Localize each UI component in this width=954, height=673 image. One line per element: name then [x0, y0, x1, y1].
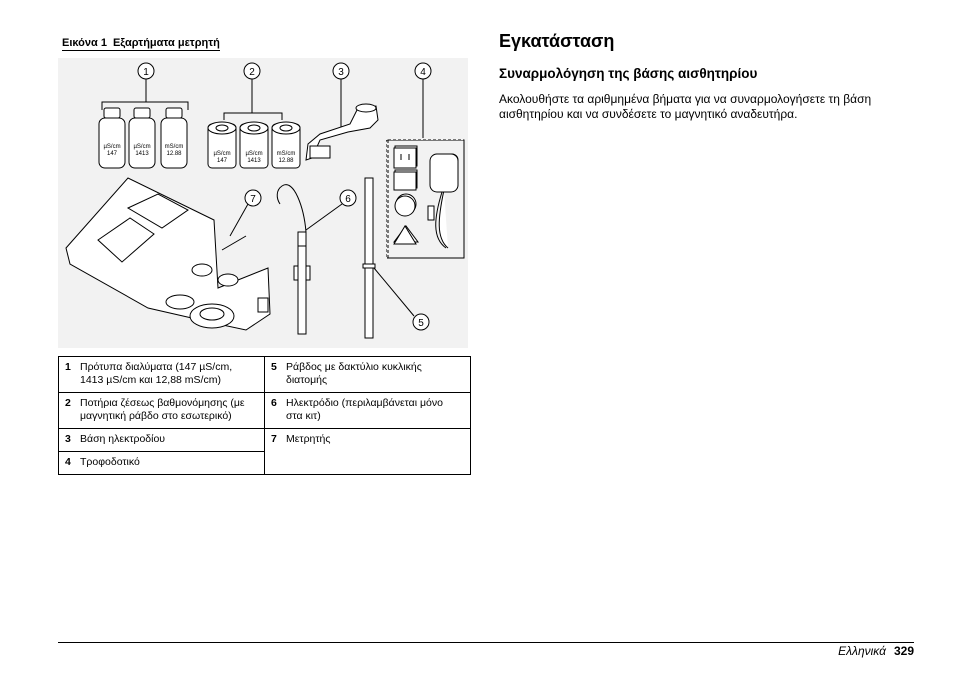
callout-7-label: 7 — [250, 194, 256, 205]
beaker-1-unit: µS/cm — [213, 151, 231, 157]
bottle-2-value: 1413 — [135, 151, 149, 157]
bottle-1-unit: µS/cm — [103, 144, 121, 150]
beaker-3-unit: mS/cm — [276, 151, 296, 157]
beaker-3-value: 12.88 — [278, 158, 294, 164]
legend-row — [59, 393, 471, 429]
legend-num: 4 — [65, 456, 71, 468]
page-footer — [838, 644, 914, 658]
legend-num: 6 — [271, 397, 277, 409]
bottle-2-unit: µS/cm — [133, 144, 151, 150]
power-adapter-drawing — [386, 140, 466, 260]
instruction-text: Ακολουθήστε τα αριθμημένα βήματα για να συναρμολογήσετε τη βάση αισθητηρίου και να συνδέσετε το μαγνητικό αναδευτήρα. — [499, 92, 872, 121]
legend-text: Ράβδος με δακτύλιο κυκλικής διατομής — [286, 361, 422, 386]
standard-solution-bottles — [99, 108, 187, 168]
legend-item-1 — [59, 357, 265, 393]
callout-3-label: 3 — [338, 67, 344, 78]
legend-num: 3 — [65, 433, 71, 445]
subsection-title: Συναρμολόγηση της βάσης αισθητηρίου — [499, 66, 758, 81]
legend-text: Μετρητής — [286, 433, 331, 445]
legend-num: 2 — [65, 397, 71, 409]
footer-rule — [58, 642, 914, 643]
beaker-2-value: 1413 — [247, 158, 261, 164]
power-adapter-illustration — [386, 140, 466, 265]
section-title: Εγκατάσταση — [499, 31, 615, 51]
legend-item-5 — [265, 357, 471, 393]
legend-item-7 — [265, 429, 471, 475]
beaker-1-value: 147 — [216, 158, 228, 164]
figure-title: Εξαρτήματα μετρητή — [112, 37, 220, 49]
callout-4-label: 4 — [420, 67, 426, 78]
electrode-holder — [306, 104, 378, 160]
legend-text: Ηλεκτρόδιο (περιλαμβάνεται μόνο στα κιτ) — [286, 397, 443, 422]
figure-number: Εικόνα 1 — [62, 37, 107, 49]
figure-caption — [62, 37, 220, 51]
legend-text: Τροφοδοτικό — [80, 456, 140, 468]
legend-num: 7 — [271, 433, 277, 445]
bottle-3-unit: mS/cm — [164, 144, 184, 150]
callout-5-label: 5 — [418, 318, 424, 329]
legend-text: Πρότυπα διαλύματα (147 µS/cm, 1413 µS/cm και 12,88 mS/cm) — [80, 361, 233, 386]
bottle-3-value: 12.88 — [166, 151, 182, 157]
page-number: 329 — [893, 644, 914, 658]
legend-num: 5 — [271, 361, 277, 373]
meter-instrument — [66, 178, 270, 330]
electrode — [277, 185, 310, 334]
figure-legend-table — [58, 356, 471, 475]
footer-language: Ελληνικά — [838, 644, 886, 658]
callout-1-label: 1 — [143, 67, 149, 78]
legend-item-6 — [265, 393, 471, 429]
bottle-1-value: 147 — [106, 151, 118, 157]
legend-text: Βάση ηλεκτροδίου — [80, 433, 166, 445]
legend-num: 1 — [65, 361, 71, 373]
callout-2-label: 2 — [249, 67, 255, 78]
beaker-2-unit: µS/cm — [245, 151, 263, 157]
legend-row — [59, 429, 471, 452]
legend-item-3 — [59, 429, 265, 452]
legend-row — [59, 357, 471, 393]
legend-text: Ποτήρια ζέσεως βαθμονόμησης (με μαγνητική ράβδο στο εσωτερικό) — [80, 397, 245, 422]
callout-6-label: 6 — [345, 194, 351, 205]
legend-item-2 — [59, 393, 265, 429]
rod-with-o-ring — [363, 178, 375, 338]
legend-item-4 — [59, 452, 265, 475]
